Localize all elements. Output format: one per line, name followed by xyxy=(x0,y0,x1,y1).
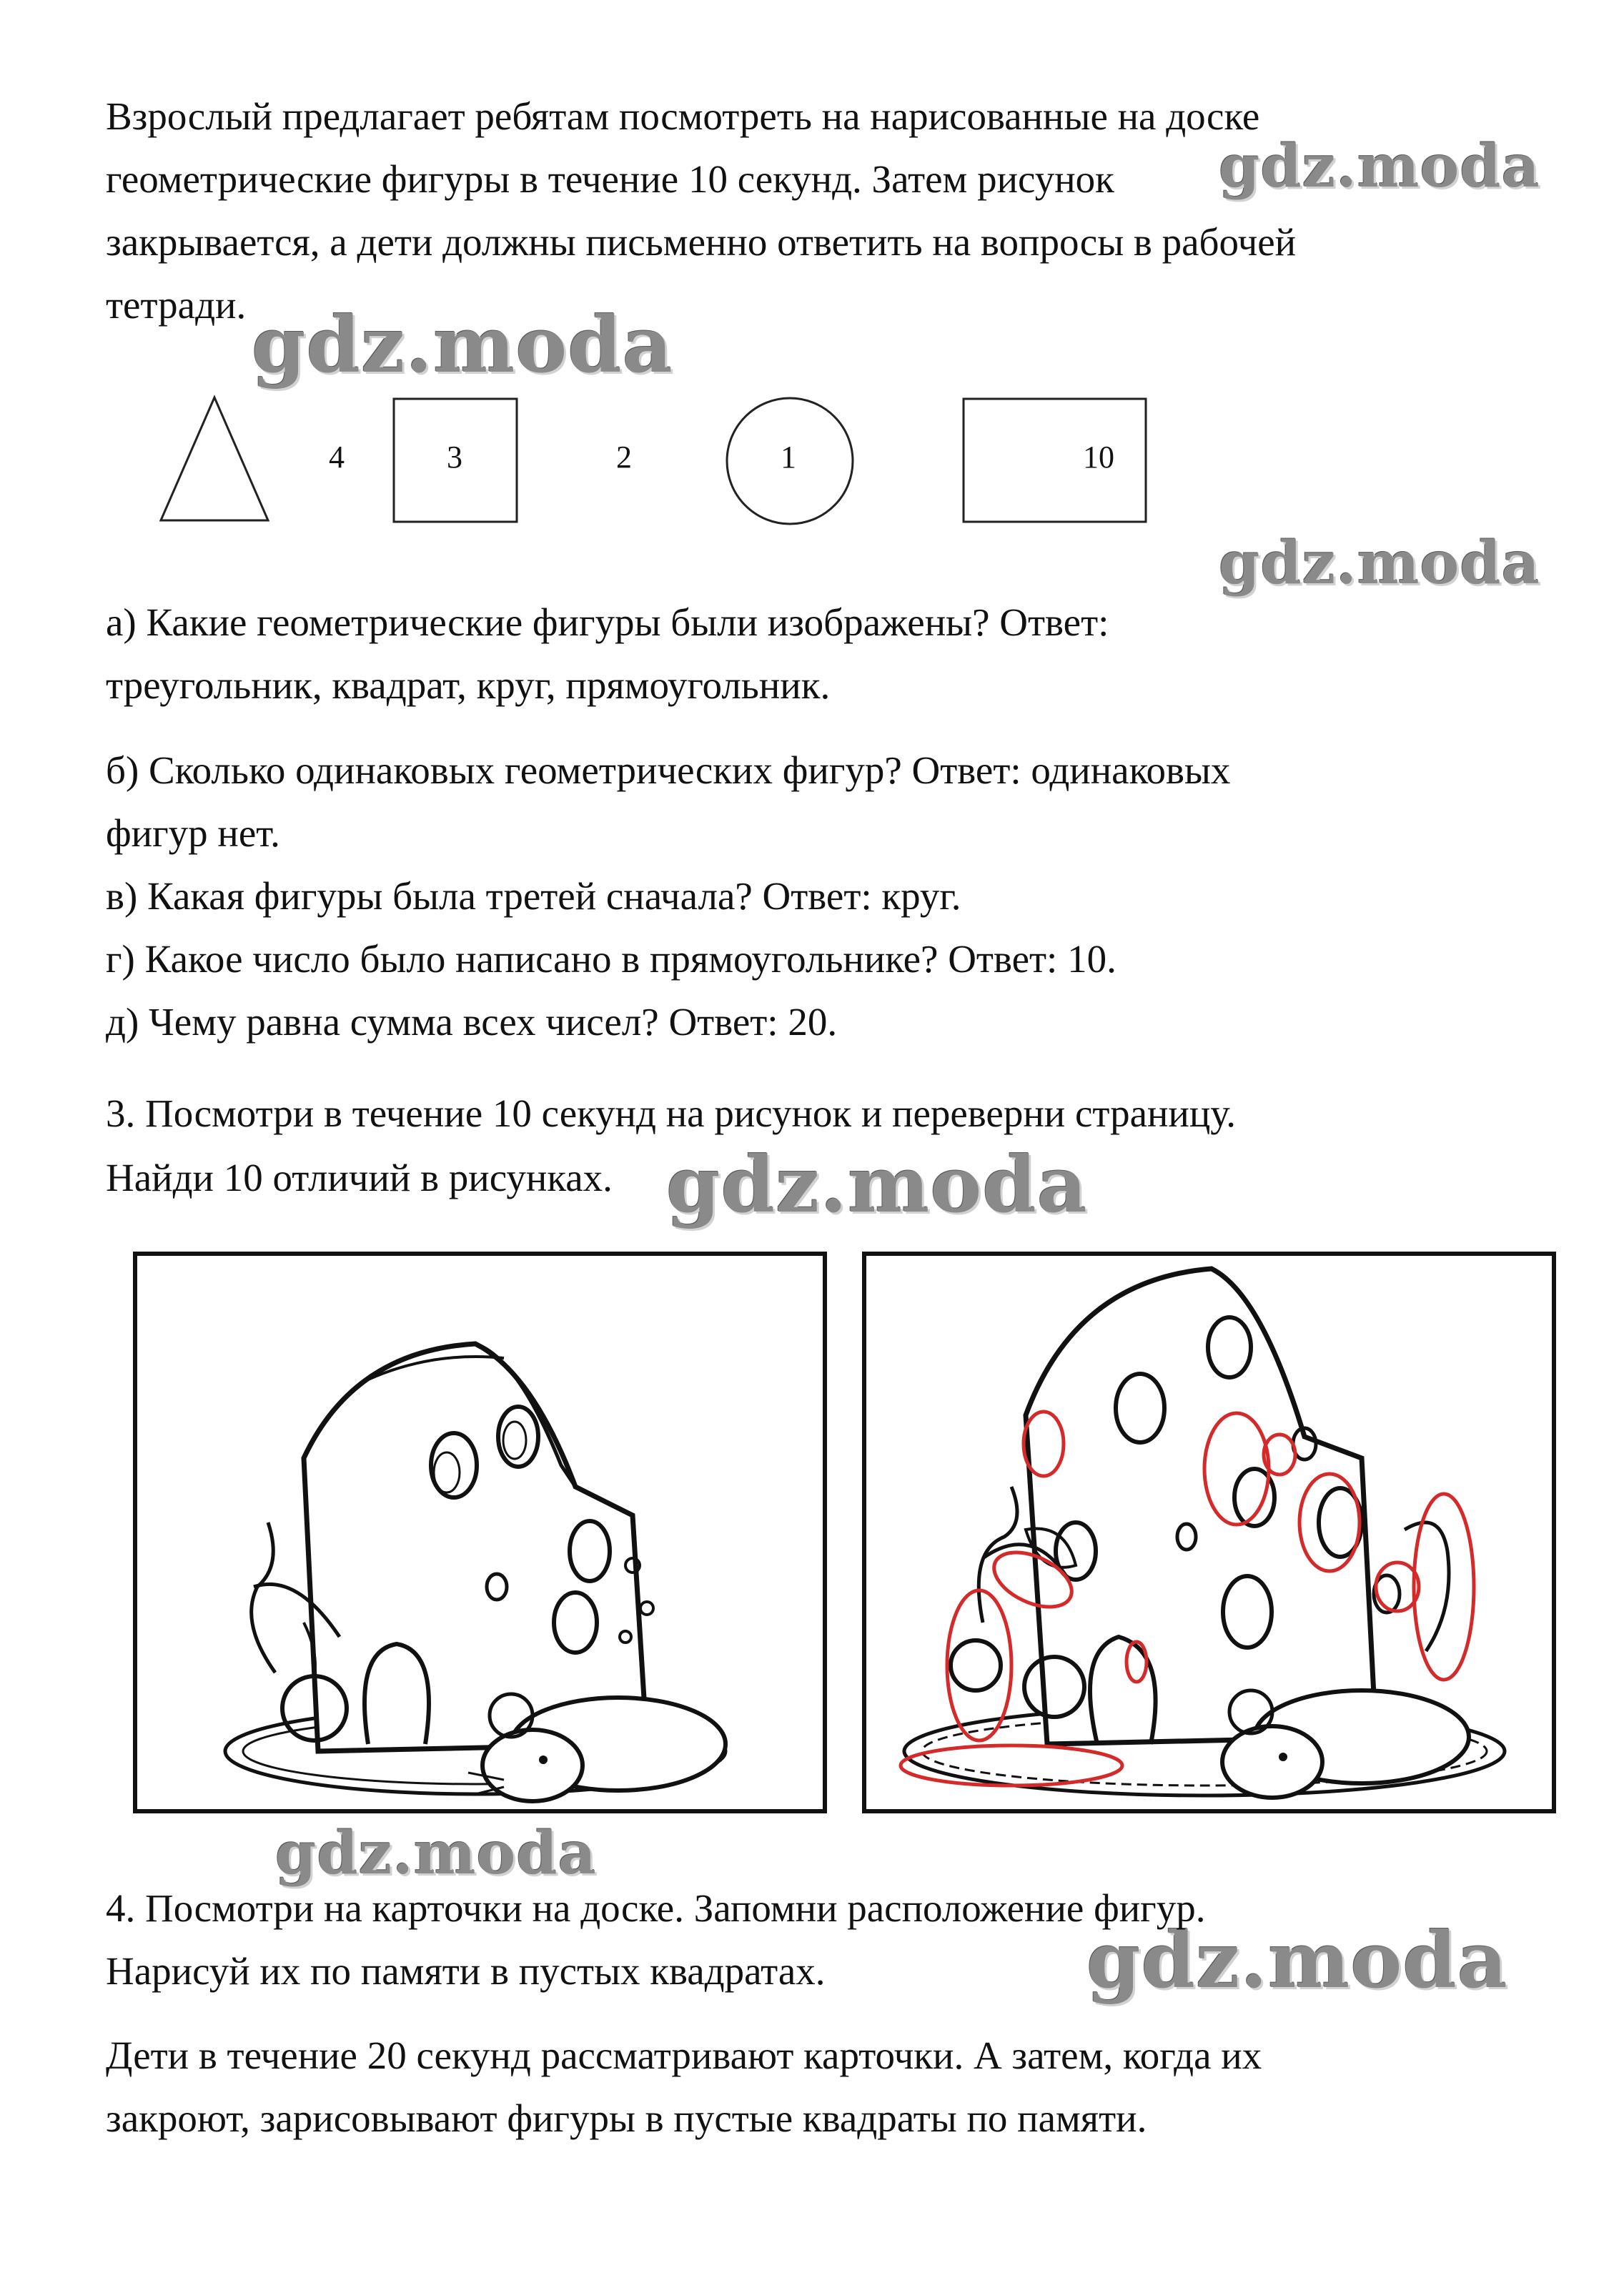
number-10: 10 xyxy=(1083,440,1114,475)
intro-line-2: геометрические фигуры в течение 10 секунд. Затем рисунок xyxy=(106,157,1114,201)
task4-note-line-1: Дети в течение 20 секунд рассматривают карточки. А затем, когда их xyxy=(106,2034,1262,2077)
question-d: д) Чему равна сумма всех чисел? Ответ: 20. xyxy=(106,1000,838,1044)
number-1: 1 xyxy=(781,440,796,475)
question-v: в) Какая фигуры была третей сначала? Ответ: круг. xyxy=(106,874,961,918)
number-2: 2 xyxy=(616,440,632,475)
intro-line-1: Взрослый предлагает ребятам посмотреть на нарисованные на доске xyxy=(106,94,1260,138)
cheese-picture-right xyxy=(861,1251,1558,1816)
number-4: 4 xyxy=(329,440,345,475)
watermark: gdz.moda xyxy=(1219,132,1540,201)
triangle-shape xyxy=(157,393,272,525)
watermark: gdz.moda xyxy=(252,300,673,390)
task4-line-1: 4. Посмотри на карточки на доске. Запомни расположение фигур. xyxy=(106,1886,1206,1930)
intro-line-3: закрывается, а дети должны письменно ответить на вопросы в рабочей xyxy=(106,220,1297,264)
cheese-picture-left xyxy=(132,1251,829,1816)
rectangle-shape xyxy=(961,397,1149,525)
question-b-line-1: б) Сколько одинаковых геометрических фигур? Ответ: одинаковых xyxy=(106,748,1231,792)
watermark: gdz.moda xyxy=(1219,529,1540,598)
question-b-line-2: фигур нет. xyxy=(106,811,280,855)
watermark: gdz.moda xyxy=(275,1819,597,1888)
task4-line-2: Нарисуй их по памяти в пустых квадратах. xyxy=(106,1949,826,1993)
question-g: г) Какое число было написано в прямоугольнике? Ответ: 10. xyxy=(106,937,1116,981)
question-a-line-2: треугольник, квадрат, круг, прямоугольник. xyxy=(106,663,831,707)
watermark: gdz.moda xyxy=(666,1140,1088,1230)
watermark: gdz.moda xyxy=(1086,1916,1508,2006)
question-a-line-1: а) Какие геометрические фигуры были изображены? Ответ: xyxy=(106,600,1109,644)
task3-line-1: 3. Посмотри в течение 10 секунд на рисунок и переверни страницу. xyxy=(106,1091,1237,1135)
task3-line-2: Найди 10 отличий в рисунках. xyxy=(106,1156,613,1199)
number-3: 3 xyxy=(447,440,462,475)
intro-line-4: тетради. xyxy=(106,283,247,327)
task4-note-line-2: закроют, зарисовывают фигуры в пустые квадраты по памяти. xyxy=(106,2096,1147,2140)
